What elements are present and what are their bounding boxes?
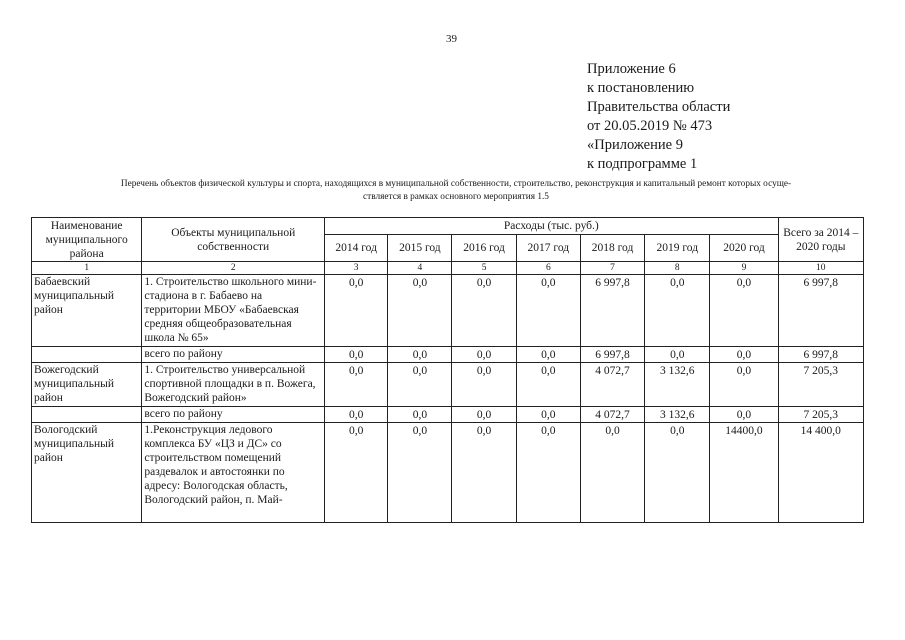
value-cell: 6 997,8 — [778, 347, 863, 363]
header-year: 2017 год — [516, 235, 580, 262]
header-year: 2020 год — [710, 235, 778, 262]
value-cell: 0,0 — [516, 423, 580, 523]
column-number: 2 — [142, 262, 325, 275]
column-number: 6 — [516, 262, 580, 275]
appendix-line: к постановлению — [587, 80, 695, 96]
value-cell: 0,0 — [452, 347, 516, 363]
value-cell: 0,0 — [325, 363, 388, 407]
value-cell: 0,0 — [325, 407, 388, 423]
district-cell — [32, 407, 142, 423]
value-cell: 0,0 — [388, 363, 452, 407]
value-cell: 3 132,6 — [645, 407, 710, 423]
appendix-line: Правительства области — [587, 99, 731, 115]
value-cell: 14400,0 — [710, 423, 778, 523]
value-cell: 0,0 — [388, 347, 452, 363]
value-cell: 0,0 — [388, 423, 452, 523]
value-cell: 0,0 — [388, 407, 452, 423]
value-cell: 6 997,8 — [778, 275, 863, 347]
value-cell: 0,0 — [452, 423, 516, 523]
value-cell: 6 997,8 — [580, 275, 644, 347]
list-title-line: ствляется в рамках основного мероприятия 1.5 — [363, 192, 549, 202]
value-cell: 0,0 — [516, 363, 580, 407]
column-numbers-row — [32, 262, 864, 275]
object-cell: всего по району — [142, 407, 325, 423]
appendix-block — [587, 60, 730, 174]
header-year: 2019 год — [645, 235, 710, 262]
value-cell: 0,0 — [580, 423, 644, 523]
appendix-line: Приложение 6 — [587, 61, 676, 77]
list-title — [60, 178, 852, 204]
header-year: 2015 год — [388, 235, 452, 262]
header-year: 2014 год — [325, 235, 388, 262]
value-cell: 0,0 — [516, 347, 580, 363]
value-cell: 0,0 — [325, 423, 388, 523]
page-number: 39 — [446, 33, 457, 45]
table-row — [32, 275, 864, 347]
value-cell: 6 997,8 — [580, 347, 644, 363]
header-row — [32, 218, 864, 235]
header-year: 2016 год — [452, 235, 516, 262]
table-row — [32, 363, 864, 407]
header-district: Наименование муниципального района — [32, 218, 142, 262]
value-cell: 0,0 — [516, 275, 580, 347]
column-number: 1 — [32, 262, 142, 275]
value-cell: 7 205,3 — [778, 363, 863, 407]
value-cell: 0,0 — [645, 423, 710, 523]
header-expenses: Расходы (тыс. руб.) — [325, 218, 779, 235]
expenses-table — [31, 217, 864, 523]
value-cell: 0,0 — [325, 275, 388, 347]
value-cell: 0,0 — [710, 275, 778, 347]
value-cell: 0,0 — [452, 275, 516, 347]
value-cell: 0,0 — [710, 347, 778, 363]
value-cell: 3 132,6 — [645, 363, 710, 407]
value-cell: 0,0 — [516, 407, 580, 423]
district-cell — [32, 347, 142, 363]
object-cell: 1. Строительство школьного мини-стадиона в г. Бабаево на территории МБОУ «Бабаевская средняя общеобразовательная школа № 65» — [142, 275, 325, 347]
district-cell: Бабаевский муниципальный район — [32, 275, 142, 347]
column-number: 7 — [580, 262, 644, 275]
column-number: 9 — [710, 262, 778, 275]
value-cell: 0,0 — [452, 407, 516, 423]
value-cell: 14 400,0 — [778, 423, 863, 523]
table-row-total — [32, 347, 864, 363]
list-title-line: Перечень объектов физической культуры и спорта, находящихся в муниципальной собственности, строительство, реконструкция и капитальный ремонт которых осуще- — [120, 179, 792, 189]
value-cell: 4 072,7 — [580, 363, 644, 407]
district-cell: Вожегодский муниципальный район — [32, 363, 142, 407]
value-cell: 4 072,7 — [580, 407, 644, 423]
table-row-total — [32, 407, 864, 423]
appendix-line: «Приложение 9 — [587, 137, 683, 153]
column-number: 10 — [778, 262, 863, 275]
column-number: 3 — [325, 262, 388, 275]
column-number: 8 — [645, 262, 710, 275]
appendix-line: от 20.05.2019 № 473 — [587, 118, 713, 134]
value-cell: 0,0 — [452, 363, 516, 407]
value-cell: 0,0 — [388, 275, 452, 347]
value-cell: 0,0 — [325, 347, 388, 363]
value-cell: 0,0 — [710, 363, 778, 407]
value-cell: 0,0 — [710, 407, 778, 423]
table-row — [32, 423, 864, 523]
header-year: 2018 год — [580, 235, 644, 262]
appendix-line: к подпрограмме 1 — [587, 156, 698, 172]
object-cell: всего по району — [142, 347, 325, 363]
header-total: Всего за 2014 – 2020 годы — [778, 218, 863, 262]
column-number: 4 — [388, 262, 452, 275]
district-cell: Вологодский муниципальный район — [32, 423, 142, 523]
value-cell: 0,0 — [645, 347, 710, 363]
value-cell: 7 205,3 — [778, 407, 863, 423]
header-object: Объекты муниципальной собственности — [142, 218, 325, 262]
value-cell: 0,0 — [645, 275, 710, 347]
object-cell: 1.Реконструкция ледового комплекса БУ «ЦЗ и ДС» со строительством помещений раздевалок и автостоянки по адресу: Вологодская область, Вологодский район, п. Май- — [142, 423, 325, 523]
object-cell: 1. Строительство универсальной спортивной площадки в п. Вожега, Вожегодский район» — [142, 363, 325, 407]
column-number: 5 — [452, 262, 516, 275]
